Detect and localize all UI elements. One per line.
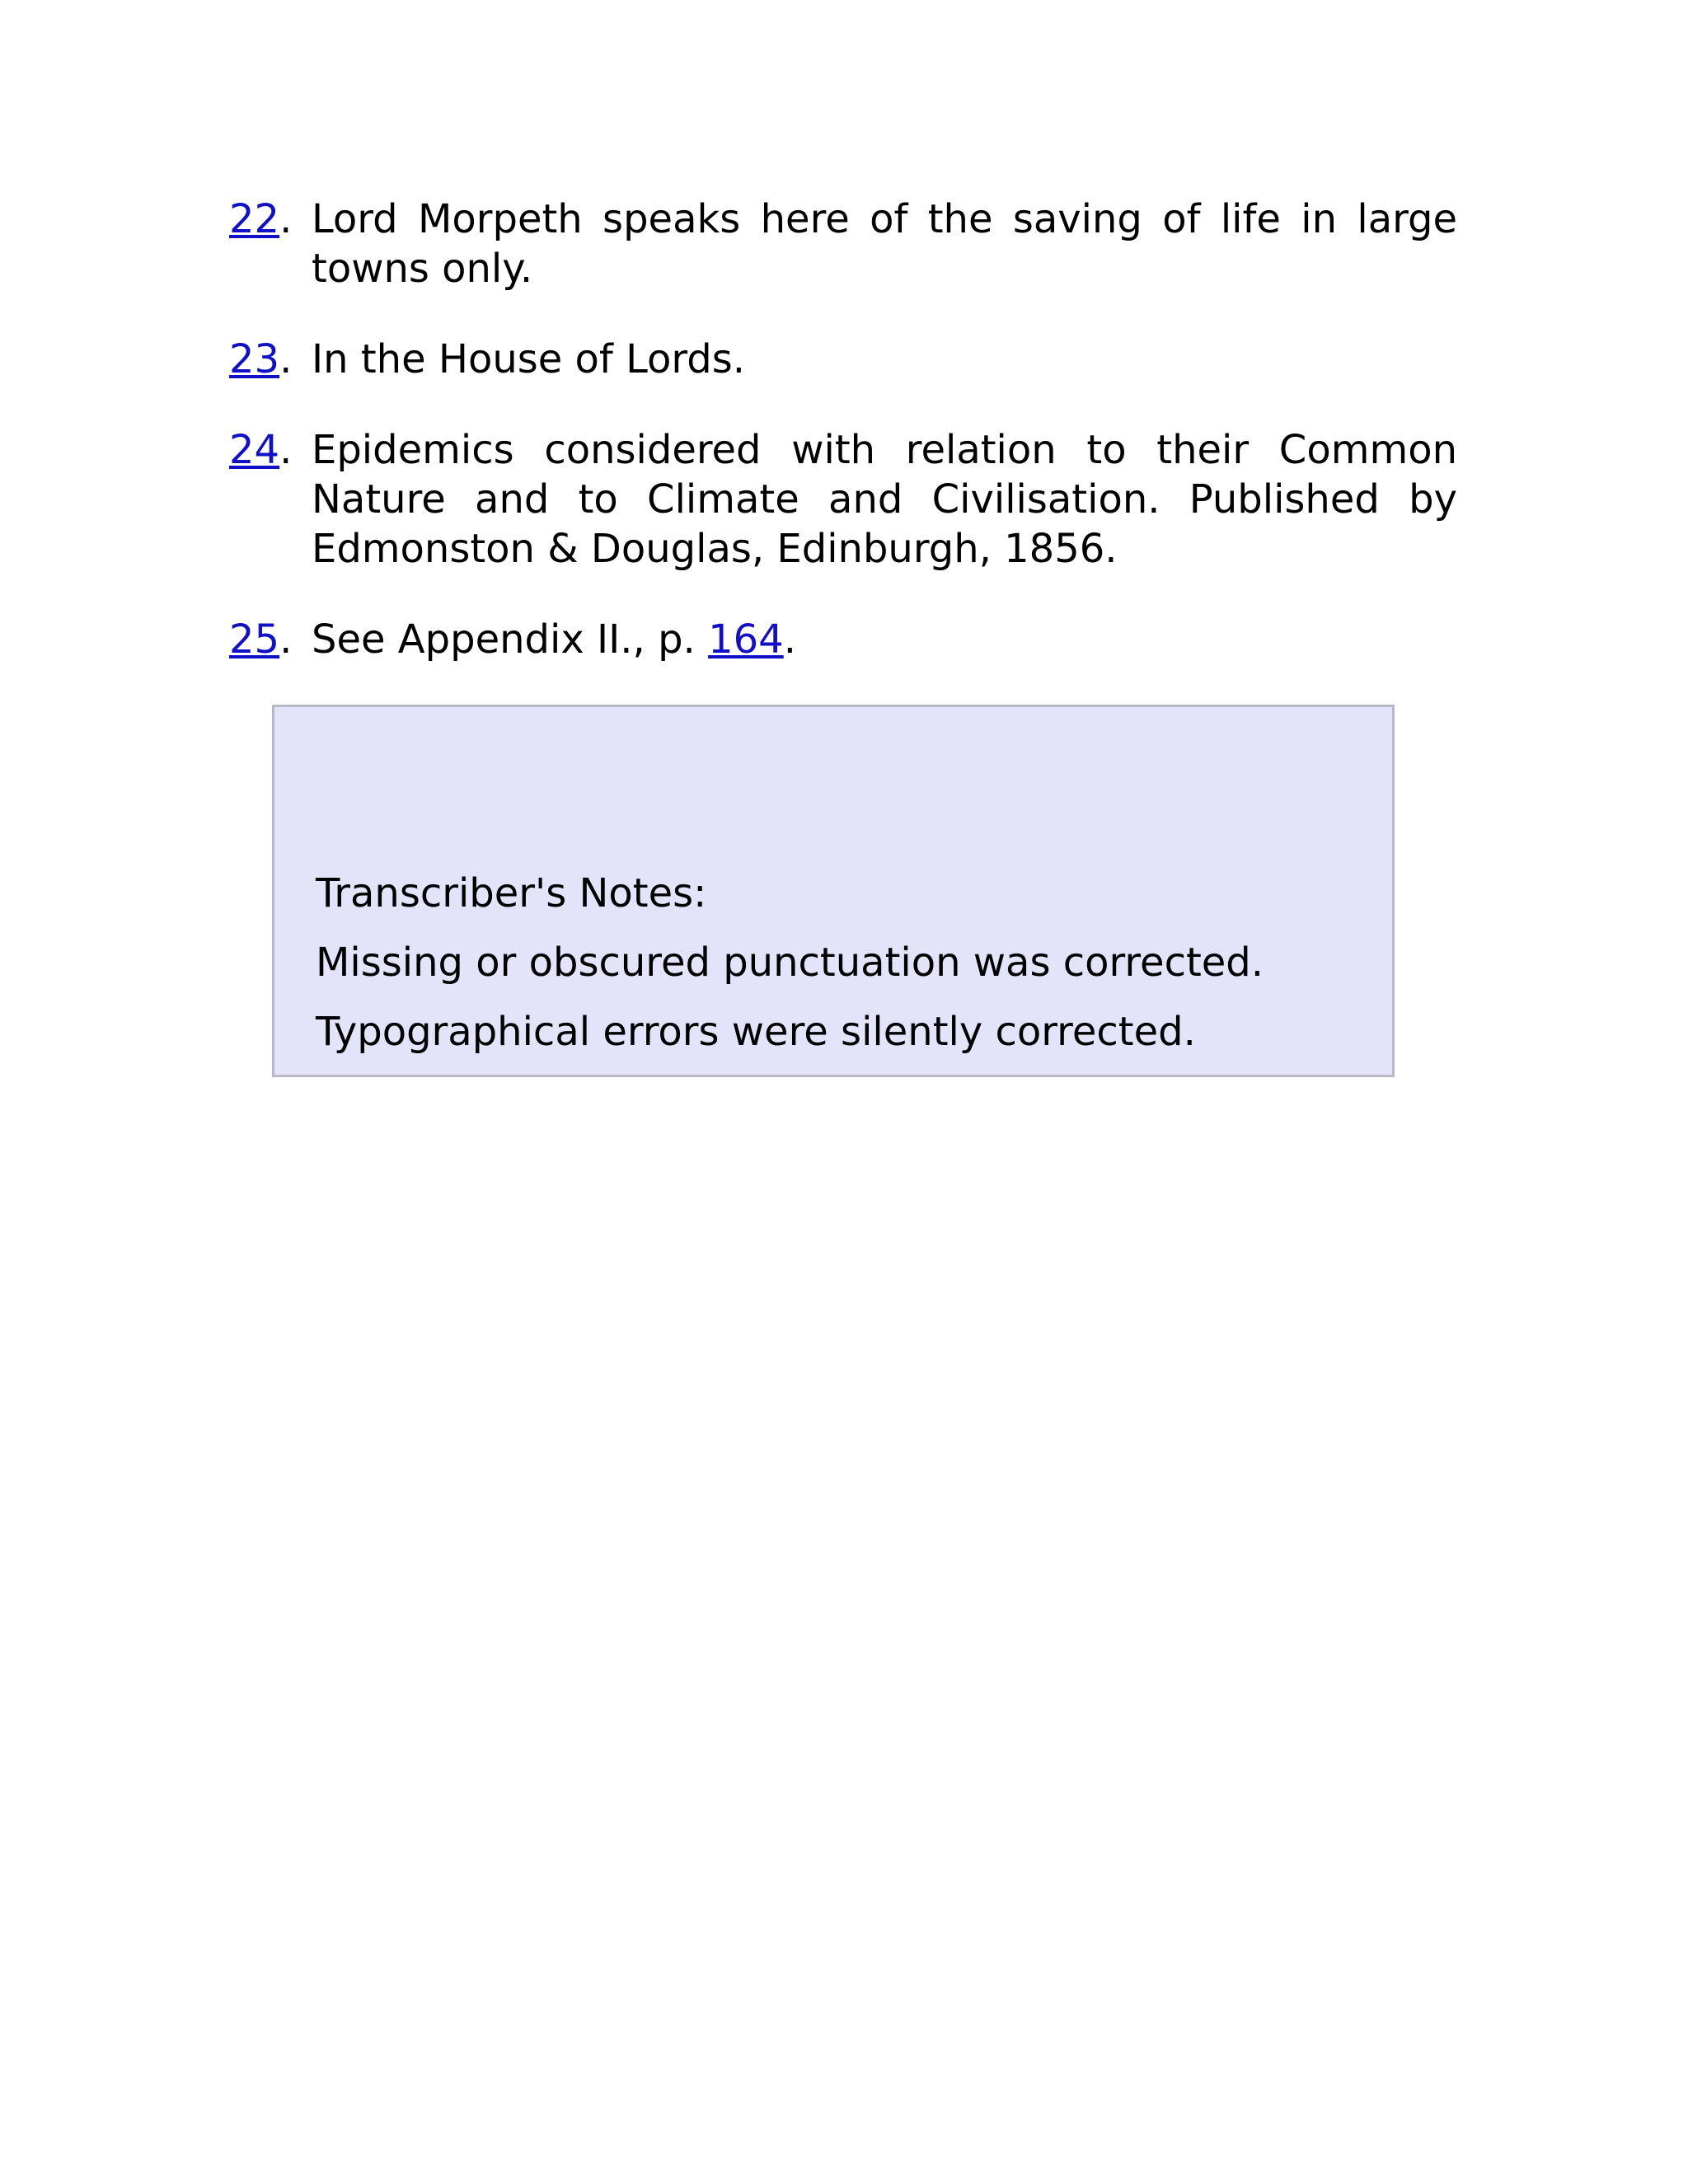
footnote-22 <box>229 194 1457 293</box>
footnote-number: 22. <box>229 196 293 242</box>
footnote-23 <box>229 335 1457 384</box>
footnotes-list <box>229 194 1457 705</box>
footnote-text-before: See Appendix II., p. <box>312 616 709 663</box>
footnote-24-backlink[interactable]: 24 <box>229 427 280 473</box>
page-164-link[interactable]: 164 <box>708 616 784 663</box>
transcriber-notes-box <box>272 705 1395 1077</box>
footnote-text: In the House of Lords. <box>312 336 745 382</box>
footnote-text: Epidemics considered with relation to their Common Nature and to Climate and Civilisation. Published by Edmonston & Douglas, Edinburgh, 1856. <box>312 427 1457 572</box>
footnote-22-backlink[interactable]: 22 <box>229 196 280 242</box>
footnote-text <box>312 615 1457 664</box>
footnote-number: 24. <box>229 427 293 473</box>
transcriber-note-typos: Typographical errors were silently corrected. <box>316 1009 1196 1055</box>
footnote-23-backlink[interactable]: 23 <box>229 336 280 382</box>
footnote-25-backlink[interactable]: 25 <box>229 616 280 663</box>
footnote-text-after: . <box>783 616 796 663</box>
footnote-25 <box>229 615 1457 664</box>
footnote-number: 23. <box>229 336 293 382</box>
footnote-24 <box>229 425 1457 574</box>
transcriber-note-punctuation: Missing or obscured punctuation was corrected. <box>316 940 1264 986</box>
footnote-text: Lord Morpeth speaks here of the saving of life in large towns only. <box>312 196 1457 292</box>
footnote-number: 25. <box>229 616 293 663</box>
transcriber-notes-title: Transcriber's Notes: <box>316 870 707 916</box>
